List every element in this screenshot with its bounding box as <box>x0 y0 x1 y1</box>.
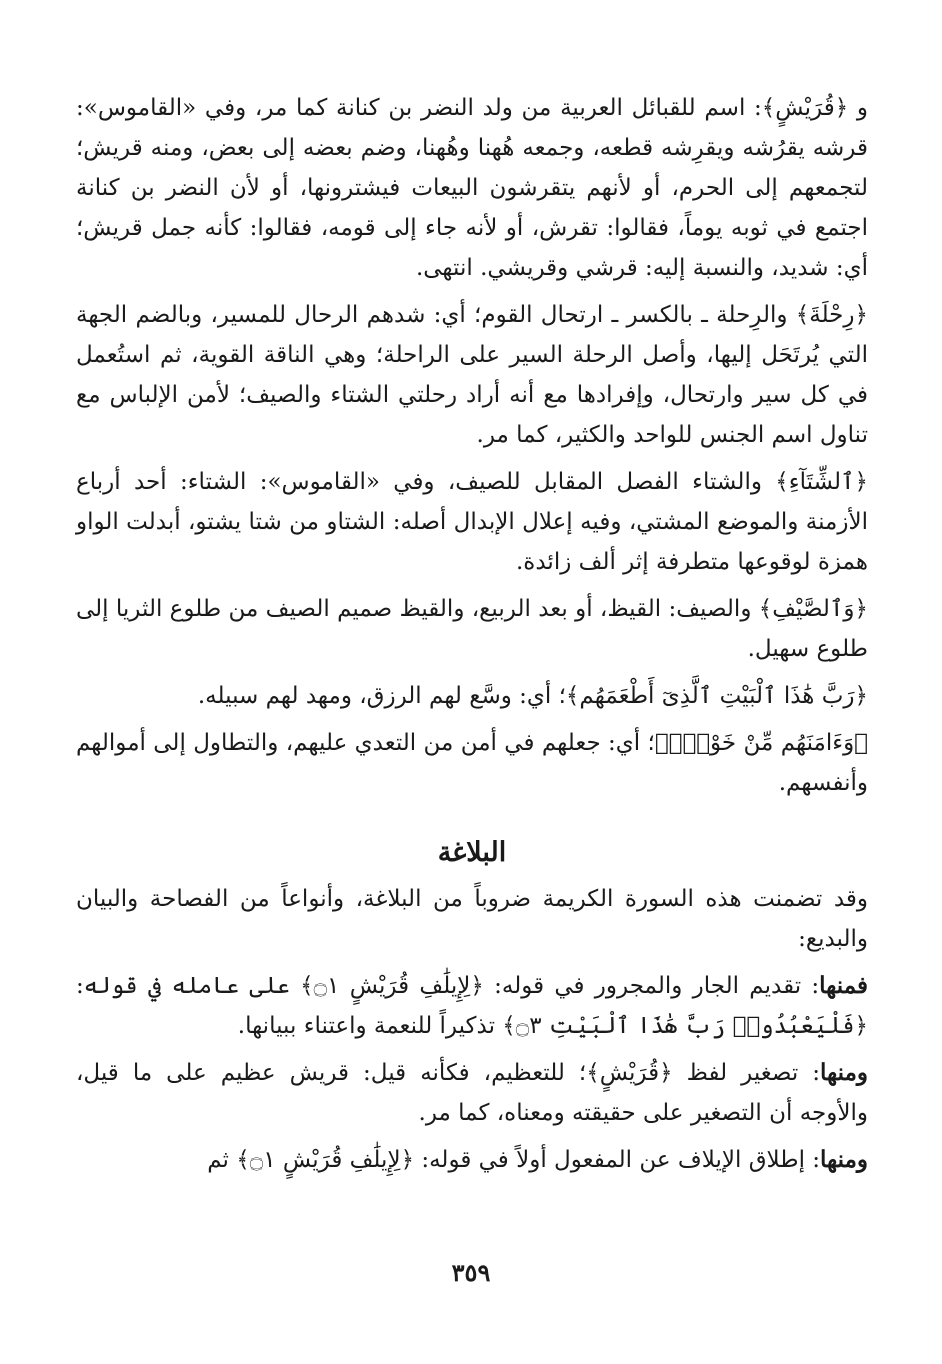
paragraph-wa-minha-1: ومنها: تصغير لفظ ﴿قُرَيْشٍ﴾؛ للتعظيم، فكأنه قيل: قريش عظيم على ما قيل، والأوجه أن التصغير على حقيقته ومعناه، كما مر. <box>76 1059 868 1126</box>
paragraph-quraysh: و ﴿قُرَيْشٍ﴾: اسم للقبائل العربية من ولد النضر بن كنانة كما مر، وفي «القاموس»: قرشه يقرُشه ويقرِشه قطعه، وجمعه هُهنا وهُهنا، وضم بعضه إلى بعض، ومنه قريش؛ لتجمعهم إلى الحرم، أو لأنهم يتقرشون البيعات فيشترونها، أو لأن النضر بن كنانة اجتمع في ثوبه يوماً، فقالوا: تقرش، أو لأنه جاء إلى قومه، فقالوا: كأنه جمل قريش؛ أي: شديد، والنسبة إليه: قرشي وقريشي. انتهى. <box>76 95 868 281</box>
paragraph-sayf: ﴿وَٱلصَّيْفِ﴾ والصيف: القيظ، أو بعد الربيع، والقيظ صميم الصيف من طلوع الثريا إلى طلوع سهيل. <box>76 596 868 662</box>
paragraph-fa-minha: فمنها: تقديم الجار والمجرور في قوله: ﴿لِإِيلَٰفِ قُرَيْشٍ ۝١﴾ على عامله في قوله: ﴿فَلْيَعْبُدُوا۟ رَبَّ هَٰذَا ٱلْبَيْتِ ۝٣﴾ تذكيراً للنعمة واعتناء ببيانها. <box>76 972 868 1039</box>
paragraph-shita: ﴿ٱلشِّتَآءِ﴾ والشتاء الفصل المقابل للصيف، وفي «القاموس»: الشتاء: أحد أرباع الأزمنة والموضع المشتي، وفيه إعلال الإبدال أصله: الشتاو من شتا يشتو، أبدلت الواو همزة لوقوعها متطرفة إثر ألف زائدة. <box>76 469 868 575</box>
paragraph-wa-minha-2: ومنها: إطلاق الإيلاف عن المفعول أولاً في قوله: ﴿لِإِيلَٰفِ قُرَيْشٍ ۝١﴾ ثم <box>207 1146 868 1173</box>
lead-word: ومنها <box>820 1059 868 1086</box>
paragraph-amanahum: ﴿وَءَامَنَهُم مِّنْ خَوْفٍۭ﴾؛ أي: جعلهم في أمن من التعدي عليهم، والتطاول إلى أموالهم وأنفسهم. <box>76 730 868 796</box>
paragraph-intro: وقد تضمنت هذه السورة الكريمة ضروباً من البلاغة، وأنواعاً من الفصاحة والبيان والبديع: <box>76 886 868 952</box>
lead-word: فمنها <box>819 972 868 999</box>
paragraph-rihla: ﴿رِحْلَةَ﴾ والرِحلة ـ بالكسر ـ ارتحال القوم؛ أي: شدهم الرحال للمسير، وبالضم الجهة التي يُرتَحَل إليها، وأصل الرحلة السير على الراحلة؛ وهي الناقة القوية، ثم استُعمل في كل سير وارتحال، وإفرادها مع أنه أراد رحلتي الشتاء والصيف؛ لأمن الإلباس مع تناول اسم الجنس للواحد والكثير، كما مر. <box>76 302 868 448</box>
section-heading: البلاغة <box>437 837 507 868</box>
page-number: ٣٥٩ <box>451 1258 491 1287</box>
paragraph-rabb: ﴿رَبَّ هَٰذَا ٱلْبَيْتِ ٱلَّذِىٓ أَطْعَمَهُم﴾؛ أي: وسَّع لهم الرزق، ومهد لهم سبيله. <box>197 683 868 709</box>
lead-word: ومنها <box>820 1146 868 1173</box>
